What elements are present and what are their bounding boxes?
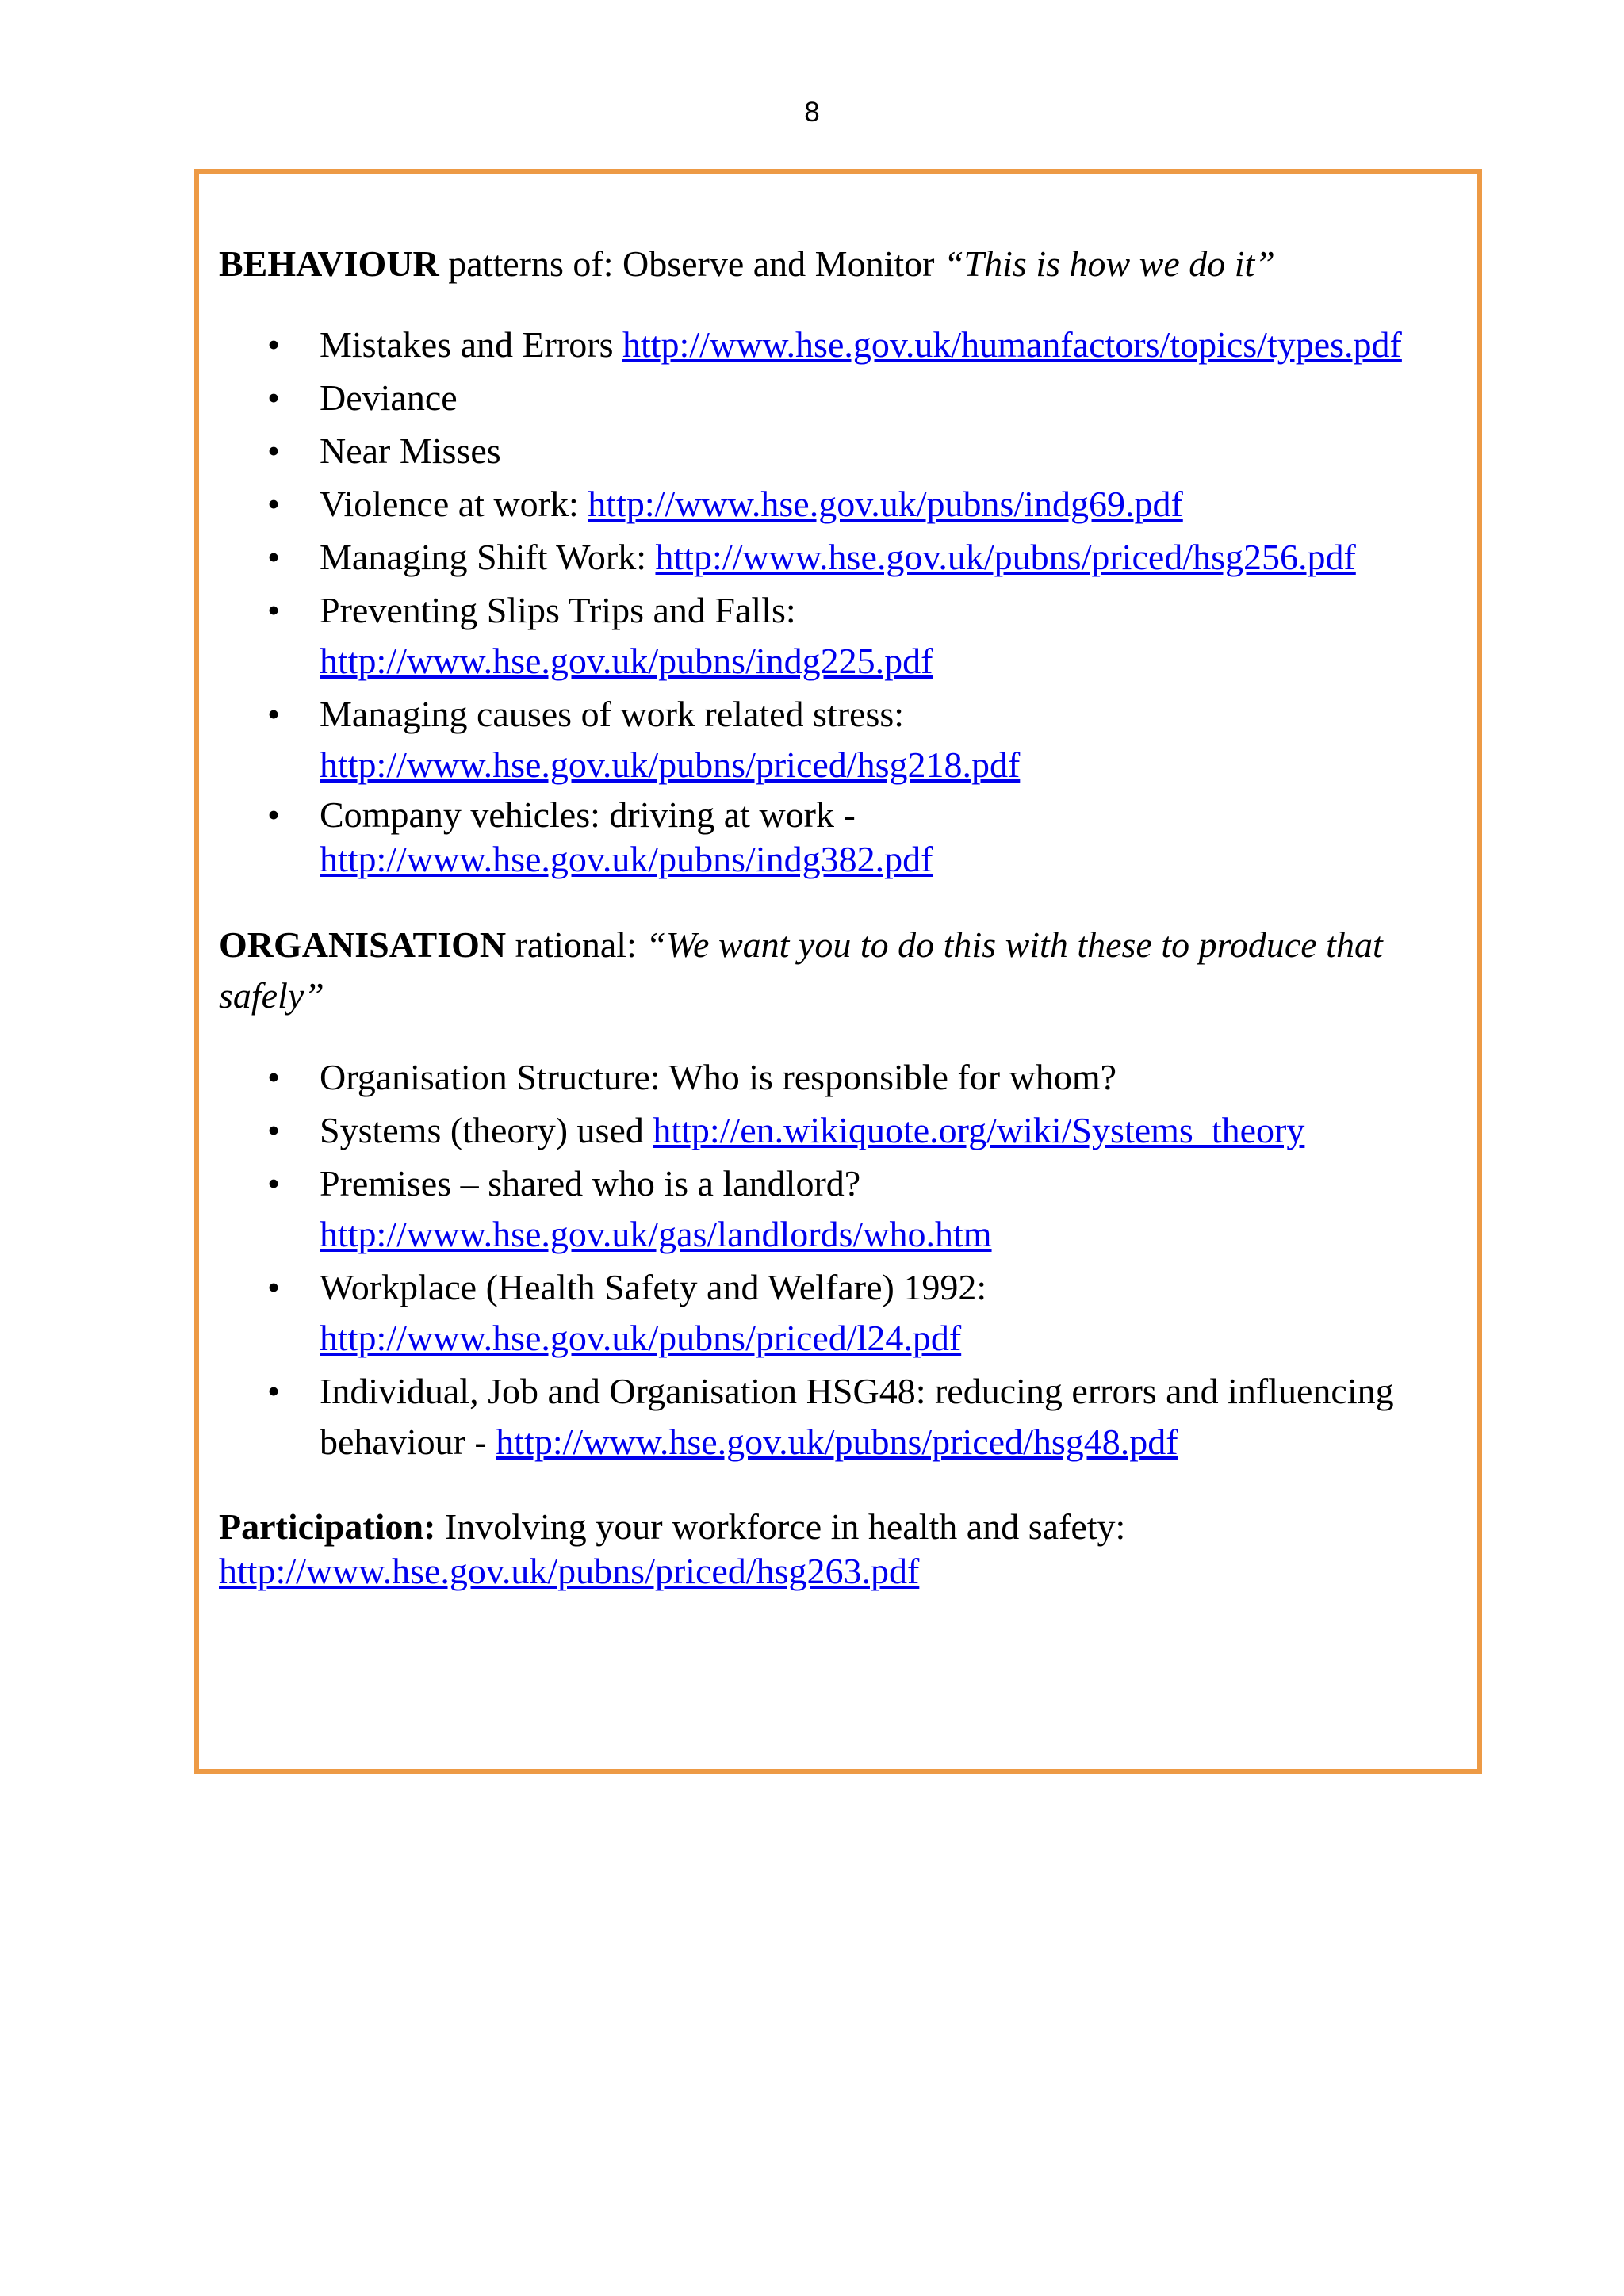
list-item xyxy=(219,426,501,476)
bullet-icon: • xyxy=(267,484,281,524)
list-item-text: Preventing Slips Trips and Falls: xyxy=(320,590,796,630)
behaviour-heading-text: patterns of: Observe and Monitor xyxy=(439,243,944,284)
hse-link[interactable]: http://www.hse.gov.uk/humanfactors/topics/types.pdf xyxy=(622,324,1402,365)
list-item xyxy=(219,479,1183,530)
participation-text: Involving your workforce in health and safety: xyxy=(435,1506,1126,1547)
list-item xyxy=(219,532,1356,583)
bullet-icon: • xyxy=(267,794,281,835)
list-item-text: Premises – shared who is a landlord? xyxy=(320,1163,861,1203)
bullet-icon: • xyxy=(267,1267,281,1307)
participation-label: Participation: xyxy=(219,1506,436,1547)
organisation-heading-bold: ORGANISATION xyxy=(219,924,507,965)
bullet-icon: • xyxy=(267,1371,281,1411)
list-item xyxy=(219,373,458,423)
wikiquote-link[interactable]: http://en.wikiquote.org/wiki/Systems_theory xyxy=(653,1110,1305,1150)
list-item xyxy=(219,1158,992,1260)
organisation-heading xyxy=(219,920,1472,1021)
list-item xyxy=(219,1052,1116,1103)
organisation-heading-text: rational: xyxy=(506,924,646,965)
hse-link[interactable]: http://www.hse.gov.uk/pubns/priced/hsg48.pdf xyxy=(496,1422,1178,1462)
list-item xyxy=(219,320,1402,370)
behaviour-heading-italic: “This is how we do it” xyxy=(943,243,1275,284)
participation-section xyxy=(219,1505,1472,1594)
list-item-text: Mistakes and Errors xyxy=(320,324,622,365)
hse-link[interactable]: http://www.hse.gov.uk/pubns/indg382.pdf xyxy=(320,839,933,879)
list-item-text-cont: behaviour - xyxy=(320,1422,496,1462)
hse-link[interactable]: http://www.hse.gov.uk/pubns/priced/hsg263.pdf xyxy=(219,1551,920,1591)
hse-link[interactable]: http://www.hse.gov.uk/pubns/priced/hsg218.pdf xyxy=(320,744,1021,785)
list-item xyxy=(219,1262,986,1364)
bullet-icon: • xyxy=(267,324,281,365)
behaviour-heading xyxy=(219,239,1472,289)
organisation-heading-italic-cont: safely” xyxy=(219,975,324,1016)
hse-link[interactable]: http://www.hse.gov.uk/pubns/priced/l24.pdf xyxy=(320,1318,962,1358)
list-item xyxy=(219,689,1020,790)
behaviour-heading-bold: BEHAVIOUR xyxy=(219,243,439,284)
bullet-icon: • xyxy=(267,1057,281,1097)
bullet-icon: • xyxy=(267,694,281,734)
bullet-icon: • xyxy=(267,430,281,471)
page-number: 8 xyxy=(804,97,820,128)
list-item-text: Deviance xyxy=(320,377,458,418)
hse-link[interactable]: http://www.hse.gov.uk/pubns/indg225.pdf xyxy=(320,641,933,681)
list-item-text: Violence at work: xyxy=(320,484,588,524)
list-item xyxy=(219,793,933,882)
bullet-icon: • xyxy=(267,1163,281,1203)
bullet-icon: • xyxy=(267,1110,281,1150)
bullet-icon: • xyxy=(267,590,281,630)
hse-link[interactable]: http://www.hse.gov.uk/gas/landlords/who.htm xyxy=(320,1214,992,1254)
list-item-text: Company vehicles: driving at work - xyxy=(320,794,856,835)
list-item xyxy=(219,585,933,687)
bullet-icon: • xyxy=(267,537,281,577)
bullet-icon: • xyxy=(267,377,281,418)
list-item-text: Organisation Structure: Who is responsible for whom? xyxy=(320,1057,1117,1097)
list-item xyxy=(219,1366,1394,1468)
hse-link[interactable]: http://www.hse.gov.uk/pubns/indg69.pdf xyxy=(588,484,1183,524)
list-item-text: Systems (theory) used xyxy=(320,1110,653,1150)
organisation-heading-italic: “We want you to do this with these to produce that xyxy=(645,924,1383,965)
list-item-text: Managing Shift Work: xyxy=(320,537,656,577)
list-item-text: Workplace (Health Safety and Welfare) 1992: xyxy=(320,1267,987,1307)
list-item xyxy=(219,1105,1304,1156)
list-item-text: Managing causes of work related stress: xyxy=(320,694,905,734)
hse-link[interactable]: http://www.hse.gov.uk/pubns/priced/hsg256.pdf xyxy=(655,537,1356,577)
list-item-text: Individual, Job and Organisation HSG48: reducing errors and influencing xyxy=(320,1371,1394,1411)
list-item-text: Near Misses xyxy=(320,430,501,471)
